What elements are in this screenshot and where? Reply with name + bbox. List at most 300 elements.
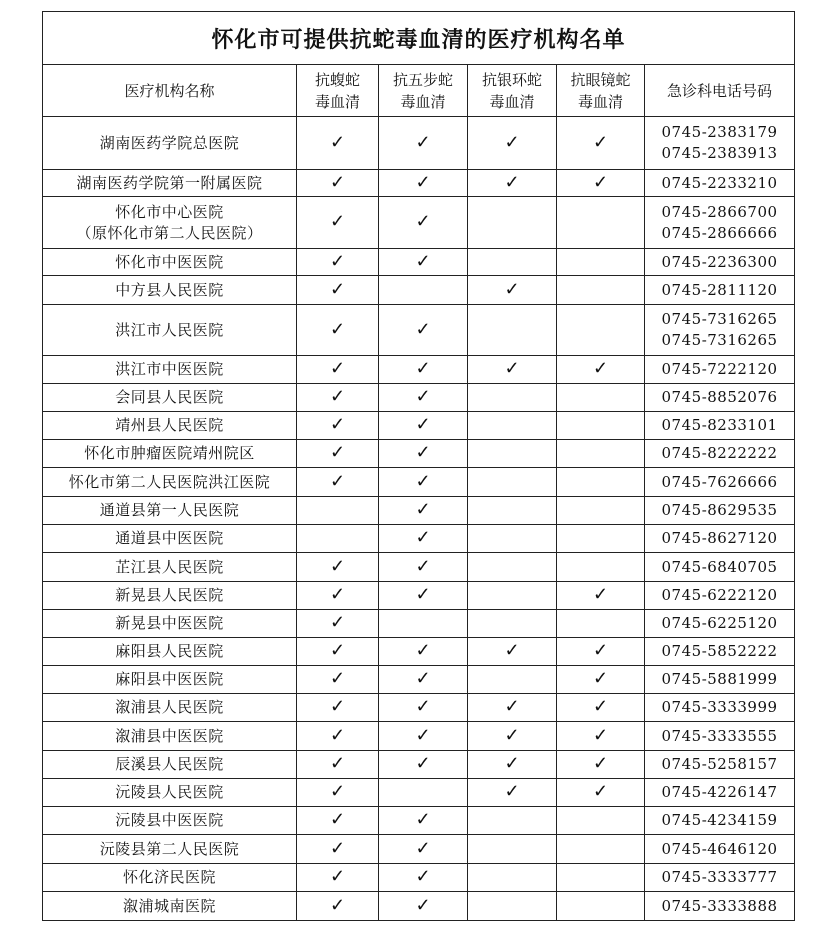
cell-wubu	[379, 892, 468, 921]
phone-number: 0745-8222222	[661, 444, 778, 462]
table-row	[43, 582, 795, 610]
table-row	[43, 384, 795, 412]
cell-yanjing	[557, 864, 645, 892]
institution-name-line: 中方县人民医院	[115, 280, 224, 299]
cell-yinhuan	[468, 197, 557, 249]
cell-fushe	[297, 638, 379, 666]
cell-wubu	[379, 412, 468, 440]
institution-name	[43, 582, 297, 610]
cell-fushe	[297, 412, 379, 440]
institution-name-line: 怀化市中心医院	[115, 202, 224, 221]
cell-wubu	[379, 197, 468, 249]
checkmark-icon: ✓	[415, 696, 431, 717]
checkmark-icon: ✓	[329, 837, 346, 859]
cell-yinhuan	[468, 384, 557, 412]
table-row	[43, 117, 795, 170]
emergency-phone	[645, 892, 795, 921]
checkmark-icon: ✓	[415, 386, 431, 407]
table-row	[43, 610, 795, 638]
institution-name-line: 麻阳县中医医院	[115, 670, 224, 688]
emergency-phone	[645, 610, 795, 638]
cell-yinhuan	[468, 835, 557, 864]
cell-yinhuan	[468, 892, 557, 921]
institution-name-line: 怀化市中医医院	[115, 252, 224, 271]
institution-name	[43, 170, 297, 197]
cell-yinhuan	[468, 779, 557, 807]
phone-number: 0745-2811120	[661, 280, 778, 299]
emergency-phone	[645, 356, 795, 384]
checkmark-icon: ✓	[504, 358, 520, 379]
cell-wubu	[379, 305, 468, 356]
cell-wubu	[379, 610, 468, 638]
institution-name-line: 溆浦县人民医院	[115, 698, 224, 716]
cell-wubu	[379, 864, 468, 892]
checkmark-icon: ✓	[329, 211, 346, 232]
checkmark-icon: ✓	[329, 318, 346, 340]
table-row	[43, 666, 795, 694]
cell-yinhuan	[468, 610, 557, 638]
cell-yanjing	[557, 835, 645, 864]
cell-fushe	[297, 117, 379, 170]
checkmark-icon: ✓	[329, 781, 346, 802]
institution-name	[43, 864, 297, 892]
cell-yanjing	[557, 468, 645, 497]
institution-name	[43, 249, 297, 276]
table-row	[43, 305, 795, 356]
institution-name	[43, 638, 297, 666]
emergency-phone	[645, 525, 795, 553]
emergency-phone	[645, 305, 795, 356]
checkmark-icon: ✓	[592, 584, 609, 605]
table-row	[43, 892, 795, 921]
institution-name-line: 新晃县人民医院	[115, 586, 224, 604]
cell-yanjing	[557, 356, 645, 384]
emergency-phone	[645, 117, 795, 170]
table-row	[43, 249, 795, 276]
cell-yanjing	[557, 807, 645, 835]
emergency-phone	[645, 249, 795, 276]
cell-yinhuan	[468, 807, 557, 835]
cell-wubu	[379, 525, 468, 553]
checkmark-icon: ✓	[504, 278, 520, 300]
checkmark-icon: ✓	[592, 171, 609, 193]
cell-wubu	[379, 170, 468, 197]
cell-wubu	[379, 117, 468, 170]
checkmark-icon: ✓	[329, 131, 346, 153]
checkmark-icon: ✓	[415, 724, 431, 746]
institution-name	[43, 666, 297, 694]
cell-yinhuan	[468, 468, 557, 497]
phone-number: 0745-4646120	[661, 839, 778, 858]
checkmark-icon: ✓	[329, 470, 346, 492]
cell-wubu	[379, 553, 468, 582]
phone-number: 0745-5881999	[661, 670, 778, 688]
cell-fushe	[297, 197, 379, 249]
institution-name	[43, 835, 297, 864]
checkmark-icon: ✓	[592, 358, 609, 379]
institution-name-line: 怀化济民医院	[122, 868, 216, 886]
cell-fushe	[297, 276, 379, 305]
phone-number: 0745-7222120	[661, 360, 778, 378]
institution-name	[43, 610, 297, 638]
cell-wubu	[379, 468, 468, 497]
phone-number: 0745-3333777	[661, 868, 778, 886]
checkmark-icon: ✓	[592, 696, 609, 717]
checkmark-icon: ✓	[504, 781, 520, 802]
checkmark-icon: ✓	[329, 640, 346, 661]
emergency-phone	[645, 440, 795, 468]
cell-fushe	[297, 468, 379, 497]
checkmark-icon: ✓	[592, 724, 609, 746]
cell-yinhuan	[468, 249, 557, 276]
checkmark-icon: ✓	[504, 171, 520, 193]
checkmark-icon: ✓	[592, 131, 609, 153]
header-institution-name: 医疗机构名称	[43, 65, 297, 117]
institution-name-line: 通道县中医医院	[115, 529, 224, 547]
cell-wubu	[379, 356, 468, 384]
institution-name	[43, 440, 297, 468]
emergency-phone	[645, 497, 795, 525]
phone-number: 0745-4226147	[661, 783, 778, 801]
checkmark-icon: ✓	[415, 894, 431, 916]
institution-name-line: 沅陵县第二人民医院	[99, 839, 240, 858]
checkmark-icon: ✓	[415, 837, 431, 859]
institution-name	[43, 807, 297, 835]
institution-name-line: 通道县第一人民医院	[99, 501, 240, 519]
checkmark-icon: ✓	[415, 668, 431, 689]
checkmark-icon: ✓	[415, 527, 431, 548]
emergency-phone	[645, 722, 795, 751]
cell-yanjing	[557, 610, 645, 638]
institution-name-line: 沅陵县中医医院	[115, 811, 224, 829]
checkmark-icon: ✓	[415, 250, 431, 272]
phone-number: 0745-4234159	[661, 811, 778, 829]
phone-number: 0745-8627120	[661, 529, 778, 547]
institution-name-line: 溆浦城南医院	[122, 896, 216, 915]
emergency-phone	[645, 170, 795, 197]
phone-number: 0745-2236300	[661, 252, 778, 271]
phone-number: 0745-8852076	[661, 388, 778, 406]
cell-fushe	[297, 582, 379, 610]
emergency-phone	[645, 553, 795, 582]
institution-name-line: 会同县人民医院	[115, 388, 224, 406]
institution-name	[43, 497, 297, 525]
checkmark-icon: ✓	[592, 640, 609, 661]
institution-name	[43, 779, 297, 807]
cell-fushe	[297, 835, 379, 864]
checkmark-icon: ✓	[415, 753, 431, 774]
phone-number: 0745-5852222	[661, 642, 778, 660]
institution-name-line: 怀化市第二人民医院洪江医院	[68, 472, 271, 491]
cell-fushe	[297, 694, 379, 722]
checkmark-icon: ✓	[329, 866, 346, 887]
checkmark-icon: ✓	[329, 442, 346, 463]
cell-yanjing	[557, 412, 645, 440]
header-yanjing-antivenom: 抗眼镜蛇 毒血清	[557, 65, 645, 117]
cell-yinhuan	[468, 864, 557, 892]
cell-wubu	[379, 694, 468, 722]
institution-name-line: 麻阳县人民医院	[115, 642, 224, 660]
cell-yanjing	[557, 497, 645, 525]
checkmark-icon: ✓	[415, 414, 431, 435]
institution-name	[43, 305, 297, 356]
institution-name	[43, 751, 297, 779]
checkmark-icon: ✓	[504, 640, 520, 661]
phone-number: 0745-8233101	[661, 416, 778, 434]
cell-wubu	[379, 807, 468, 835]
checkmark-icon: ✓	[329, 696, 346, 717]
institution-name	[43, 276, 297, 305]
cell-yanjing	[557, 384, 645, 412]
cell-yanjing	[557, 525, 645, 553]
institution-name-line: 洪江市中医医院	[115, 360, 224, 378]
checkmark-icon: ✓	[329, 809, 346, 830]
table-row	[43, 356, 795, 384]
emergency-phone	[645, 638, 795, 666]
cell-yanjing	[557, 170, 645, 197]
checkmark-icon: ✓	[415, 809, 431, 830]
cell-yanjing	[557, 694, 645, 722]
cell-yinhuan	[468, 412, 557, 440]
institution-name-line: 沅陵县人民医院	[115, 783, 224, 801]
cell-wubu	[379, 249, 468, 276]
institution-name	[43, 722, 297, 751]
phone-number: 0745-5258157	[661, 755, 778, 773]
phone-number: 0745-7316265	[661, 310, 778, 328]
cell-fushe	[297, 440, 379, 468]
cell-fushe	[297, 864, 379, 892]
cell-yinhuan	[468, 638, 557, 666]
table-row	[43, 497, 795, 525]
cell-yinhuan	[468, 497, 557, 525]
emergency-phone	[645, 468, 795, 497]
phone-number: 0745-6225120	[661, 614, 778, 632]
cell-fushe	[297, 384, 379, 412]
phone-number: 0745-3333999	[661, 698, 778, 716]
cell-wubu	[379, 440, 468, 468]
table-row	[43, 864, 795, 892]
cell-yinhuan	[468, 117, 557, 170]
header-wubu-antivenom: 抗五步蛇 毒血清	[379, 65, 468, 117]
table-row	[43, 276, 795, 305]
cell-yinhuan	[468, 170, 557, 197]
institution-name-line: 溆浦县中医医院	[115, 726, 224, 745]
phone-number: 0745-6222120	[661, 586, 778, 604]
institution-name-line: 洪江市人民医院	[115, 320, 224, 339]
cell-yinhuan	[468, 356, 557, 384]
phone-number: 0745-2383179	[661, 123, 778, 141]
cell-fushe	[297, 356, 379, 384]
cell-fushe	[297, 722, 379, 751]
document-title: 怀化市可提供抗蛇毒血清的医疗机构名单	[43, 12, 795, 65]
emergency-phone	[645, 751, 795, 779]
cell-fushe	[297, 553, 379, 582]
table-row	[43, 197, 795, 249]
checkmark-icon: ✓	[415, 470, 431, 492]
checkmark-icon: ✓	[415, 131, 431, 153]
checkmark-icon: ✓	[415, 866, 431, 887]
institution-name-line: 靖州县人民医院	[115, 416, 224, 434]
emergency-phone	[645, 276, 795, 305]
institution-name	[43, 117, 297, 170]
cell-wubu	[379, 835, 468, 864]
table-row	[43, 440, 795, 468]
table-row	[43, 835, 795, 864]
cell-wubu	[379, 638, 468, 666]
phone-number: 0745-2233210	[661, 173, 778, 192]
cell-fushe	[297, 751, 379, 779]
cell-yinhuan	[468, 305, 557, 356]
institution-name	[43, 694, 297, 722]
checkmark-icon: ✓	[504, 724, 520, 746]
cell-yanjing	[557, 779, 645, 807]
table-row	[43, 722, 795, 751]
checkmark-icon: ✓	[329, 278, 346, 300]
checkmark-icon: ✓	[415, 499, 431, 520]
checkmark-icon: ✓	[415, 318, 431, 340]
header-emergency-phone: 急诊科电话号码	[645, 65, 795, 117]
institution-name	[43, 525, 297, 553]
checkmark-icon: ✓	[329, 386, 346, 407]
checkmark-icon: ✓	[415, 442, 431, 463]
emergency-phone	[645, 384, 795, 412]
cell-fushe	[297, 305, 379, 356]
cell-yinhuan	[468, 694, 557, 722]
table-row	[43, 525, 795, 553]
cell-wubu	[379, 497, 468, 525]
cell-yinhuan	[468, 582, 557, 610]
table-row	[43, 468, 795, 497]
institution-name	[43, 412, 297, 440]
checkmark-icon: ✓	[592, 753, 609, 774]
institution-name-line: （原怀化市第二人民医院）	[76, 223, 263, 242]
phone-number: 0745-2383913	[661, 144, 778, 162]
phone-number: 0745-2866700	[661, 202, 778, 221]
table-row	[43, 553, 795, 582]
cell-yanjing	[557, 249, 645, 276]
cell-fushe	[297, 525, 379, 553]
institution-name	[43, 553, 297, 582]
emergency-phone	[645, 582, 795, 610]
checkmark-icon: ✓	[329, 612, 346, 633]
table-row	[43, 694, 795, 722]
checkmark-icon: ✓	[415, 640, 431, 661]
cell-yinhuan	[468, 440, 557, 468]
cell-yinhuan	[468, 751, 557, 779]
cell-wubu	[379, 666, 468, 694]
institution-name-line: 怀化市肿瘤医院靖州院区	[84, 444, 255, 462]
table-row	[43, 638, 795, 666]
checkmark-icon: ✓	[329, 358, 346, 379]
institution-name	[43, 468, 297, 497]
emergency-phone	[645, 807, 795, 835]
institution-name	[43, 892, 297, 921]
phone-number: 0745-8629535	[661, 501, 778, 519]
cell-yanjing	[557, 305, 645, 356]
checkmark-icon: ✓	[415, 211, 431, 232]
table-row	[43, 170, 795, 197]
phone-number: 0745-2866666	[661, 223, 778, 242]
cell-wubu	[379, 582, 468, 610]
header-fushe-antivenom: 抗蝮蛇 毒血清	[297, 65, 379, 117]
table-row	[43, 807, 795, 835]
cell-yanjing	[557, 892, 645, 921]
hospital-table	[42, 11, 795, 921]
cell-yinhuan	[468, 553, 557, 582]
emergency-phone	[645, 666, 795, 694]
phone-number: 0745-3333888	[661, 896, 778, 915]
cell-yanjing	[557, 553, 645, 582]
cell-fushe	[297, 666, 379, 694]
checkmark-icon: ✓	[415, 584, 431, 605]
checkmark-icon: ✓	[415, 555, 431, 577]
cell-wubu	[379, 276, 468, 305]
checkmark-icon: ✓	[504, 696, 520, 717]
cell-fushe	[297, 170, 379, 197]
emergency-phone	[645, 779, 795, 807]
checkmark-icon: ✓	[329, 753, 346, 774]
emergency-phone	[645, 197, 795, 249]
checkmark-icon: ✓	[329, 250, 346, 272]
emergency-phone	[645, 835, 795, 864]
institution-name-line: 湖南医药学院总医院	[99, 133, 240, 152]
institution-name-line: 新晃县中医医院	[115, 614, 224, 632]
header-yinhuan-antivenom: 抗银环蛇 毒血清	[468, 65, 557, 117]
phone-number: 0745-3333555	[661, 726, 778, 745]
checkmark-icon: ✓	[329, 584, 346, 605]
checkmark-icon: ✓	[592, 781, 609, 802]
cell-fushe	[297, 610, 379, 638]
checkmark-icon: ✓	[329, 555, 346, 577]
cell-yanjing	[557, 197, 645, 249]
institution-name-line: 芷江县人民医院	[115, 557, 224, 576]
cell-yinhuan	[468, 666, 557, 694]
cell-wubu	[379, 722, 468, 751]
table-body	[43, 117, 795, 921]
checkmark-icon: ✓	[329, 668, 346, 689]
institution-name-line: 辰溪县人民医院	[115, 755, 224, 773]
checkmark-icon: ✓	[504, 131, 520, 153]
checkmark-icon: ✓	[592, 668, 609, 689]
table-row	[43, 751, 795, 779]
cell-yinhuan	[468, 525, 557, 553]
cell-yanjing	[557, 666, 645, 694]
checkmark-icon: ✓	[329, 171, 346, 193]
cell-fushe	[297, 892, 379, 921]
phone-number: 0745-7316265	[661, 331, 778, 349]
cell-yanjing	[557, 440, 645, 468]
checkmark-icon: ✓	[329, 894, 346, 916]
institution-name	[43, 197, 297, 249]
emergency-phone	[645, 694, 795, 722]
cell-fushe	[297, 497, 379, 525]
phone-number: 0745-6840705	[661, 557, 778, 576]
institution-name	[43, 384, 297, 412]
column-header-row	[43, 65, 795, 117]
cell-fushe	[297, 807, 379, 835]
emergency-phone	[645, 412, 795, 440]
checkmark-icon: ✓	[415, 171, 431, 193]
institution-name	[43, 356, 297, 384]
cell-wubu	[379, 751, 468, 779]
emergency-phone	[645, 864, 795, 892]
checkmark-icon: ✓	[329, 724, 346, 746]
checkmark-icon: ✓	[415, 358, 431, 379]
table-row	[43, 412, 795, 440]
cell-yanjing	[557, 276, 645, 305]
institution-name-line: 湖南医药学院第一附属医院	[76, 173, 263, 192]
cell-yanjing	[557, 751, 645, 779]
